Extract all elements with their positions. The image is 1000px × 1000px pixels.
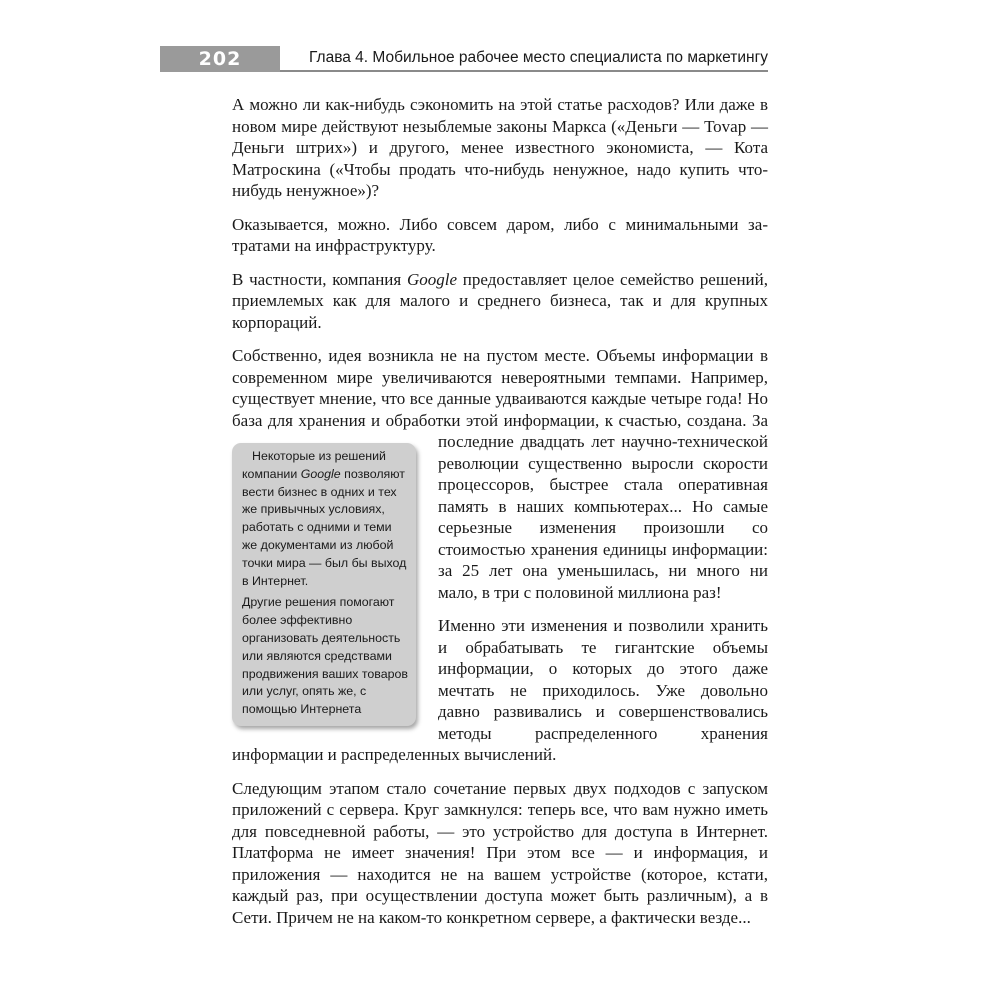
sidebar-google-name: Google [300,466,341,481]
paragraph-5: Именно эти изменения и позволили хранить и обрабатывать те гигантские объемы информации, о которых до этого даже мечтать не приходилось. Уже довольно давно развивались и совершенствовались методы распределенного хранения информации и распределенных вычислений. [232,616,768,764]
sidebar-note [232,443,416,726]
paragraph-1: А можно ли как-нибудь сэкономить на этой статье расходов? Или даже в новом мире действуют незыблемые законы Маркса («Деньги — Тоvар — Деньги штрих») и другого, менее известного экономиста, — Кота Матроскина («Чтобы продать что-нибудь ненужное, надо купить чтонибудь ненужное»)? [232,95,768,200]
sidebar-text-b: позволяют вести бизнес в одних и тех же привычных условиях, работать с одними и теми же документами из любой точки мира — был бы выход в Интернет. [242,466,407,588]
paragraph-3-text-a: В частности, компания [232,269,407,289]
page-number: 202 [160,46,280,72]
header-rule [280,70,768,72]
google-name: Google [406,269,458,289]
sidebar-paragraph-2: Другие решения помогают более эффективно организовать деятельность или являются средствами продвижения ваших товаров или услуг, опять же, с помощью Интернета [242,595,409,717]
chapter-title: Глава 4. Мобильное рабочее место специалиста по маркетингу [309,49,768,66]
paragraph-3-text-b: предоставляет целое семейство решений, приемлемых как для малого и среднего бизнеса, так и для крупных корпораций. [232,269,768,332]
page-body [232,94,768,928]
page-header [160,46,768,72]
paragraph-6: Следующим этапом стало сочетание первых двух подходов с запуском приложений с сервера. Круг замкнулся: теперь все, что вам нужно иметь для повседневной работы, — это устройство для доступа в Интернет. Платформа не имеет значения! При этом все — и информация, и приложения — находится не на вашем устройстве (которое, кстати, каждый раз, при осуществлении доступа может быть различным), а в Сети. Причем не на каком-то конкретном сервере, а фактически везде... [232,778,768,927]
sidebar-paragraph-1 [242,448,408,590]
sidebar-text-a: Некоторые из решений компании [242,449,386,481]
paragraph-2: Оказывается, можно. Либо совсем даром, либо с минимальными затратами на инфраструктуру. [232,214,768,255]
paragraph-3 [232,269,768,334]
paragraph-4-text: создана. За последние двадцать лет научно-технической революции существенно выросли скорости процессоров, быстрее стала оперативная память в наших компьютерах... Но самые серьезные изменения произошли со стоимостью хранения единицы информации: за 25 лет она уменьшилась, ни много ни мало, в три с половиной миллиона раз! [438,410,769,602]
paragraph-4-lead: Собственно, идея возникла не на пустом месте. Объемы информации в современном мире увеличиваются невероятными темпами. Например, существует мнение, что все данные удваиваются каждые четыре года! Но база для хранения и обработки этой информации, к счастью, [232,346,768,430]
